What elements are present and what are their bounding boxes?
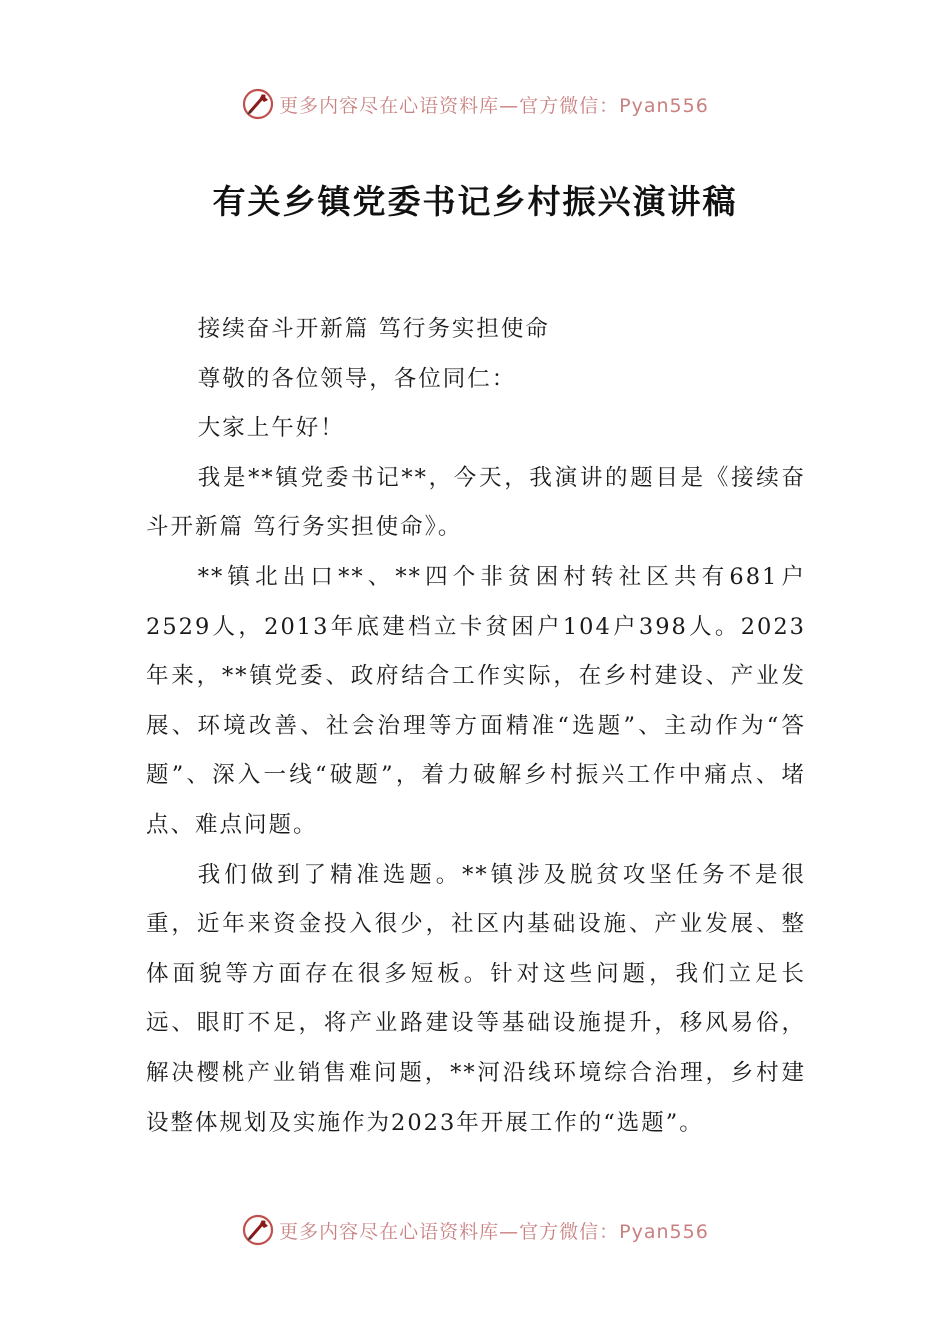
paragraph-background: **镇北出口**、**四个非贫困村转社区共有681户2529人，2013年底建档立卡贫困户104户398人。2023年来，**镇党委、政府结合工作实际，在乡村建设、产业发展、环境改善、社会治理等方面精准“选题”、主动作为“答题”、深入一线“破题”，着力破解乡村振兴工作中痛点、堵点、难点问题。 [146, 563, 806, 838]
footer-watermark [0, 1208, 950, 1252]
paragraph-greeting: 大家上午好！ [197, 415, 345, 442]
document-body [146, 305, 806, 1148]
watermark-text: 更多内容尽在心语资料库—官方微信：Pyan556 [279, 1220, 709, 1243]
paragraph-intro: 我是**镇党委书记**，今天，我演讲的题目是《接续奋斗开新篇 笃行务实担使命》。 [146, 464, 806, 541]
watermark-text: 更多内容尽在心语资料库—官方微信：Pyan556 [279, 94, 709, 117]
paragraph-topic-selection: 我们做到了精准选题。**镇涉及脱贫攻坚任务不是很重，近年来资金投入很少，社区内基础设施、产业发展、整体面貌等方面存在很多短板。针对这些问题，我们立足长远、眼盯不足，将产业路建设等基础设施提升，移风易俗，解决樱桃产业销售难问题，**河沿线环境综合治理，乡村建设整体规划及实施作为2023年开展工作的“选题”。 [146, 861, 806, 1136]
paragraph-salutation: 尊敬的各位领导，各位同仁： [197, 365, 517, 392]
pen-logo-icon [241, 87, 275, 121]
pen-logo-icon [241, 1213, 275, 1247]
paragraph-subtitle: 接续奋斗开新篇 笃行务实担使命 [197, 316, 550, 342]
page-title: 有关乡镇党委书记乡村振兴演讲稿 [212, 182, 738, 221]
header-watermark [0, 82, 950, 126]
